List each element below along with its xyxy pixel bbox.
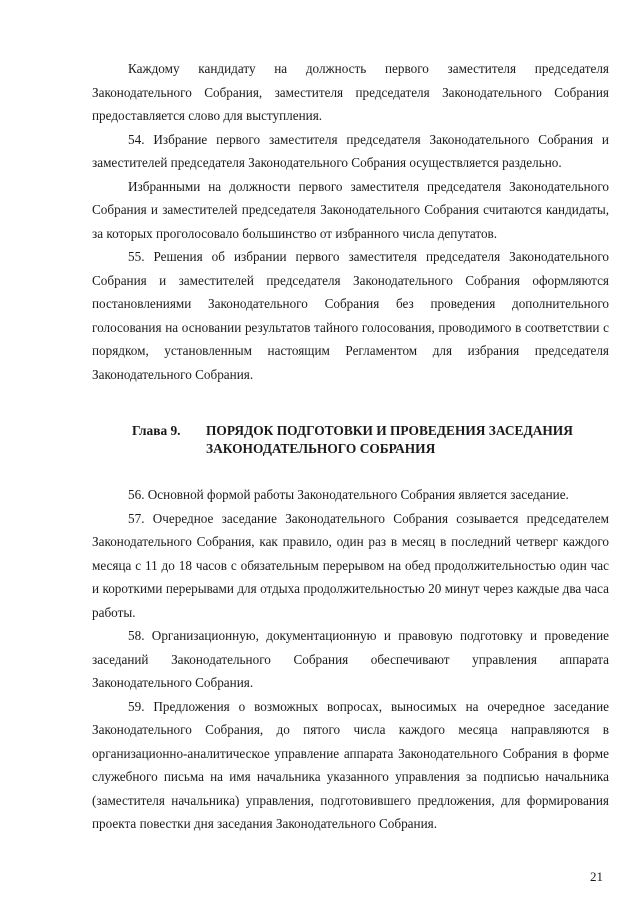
chapter-title: ПОРЯДОК ПОДГОТОВКИ И ПРОВЕДЕНИЯ ЗАСЕДАНИЯ ЗАКОНОДАТЕЛЬНОГО СОБРАНИЯ (206, 423, 573, 456)
paragraph-59: 59. Предложения о возможных вопросах, выносимых на очередное заседание Законодательного Собрания, до пятого числа каждого месяца направляются в организационно-аналитическое управление аппарата Законодательного Собрания в форме служебного письма на имя начальника указанного управления за подписью начальника (заместителя начальника) управления, подготовившего предложения, для формирования проекта повестки дня заседания Законодательного Собрания. (92, 698, 609, 831)
paragraph-55: 55. Решения об избрании первого заместителя председателя Законодательного Собрания и заместителей председателя Законодательного Собрания оформляются постановлениями Законодательного Собрания без проведения дополнительного голосования на основании результатов тайного голосования, проводимого в соответствии с порядком, установленным настоящим Регламентом для избрания председателя Законодательного Собрания. (92, 249, 609, 382)
paragraph: Избранными на должности первого заместителя председателя Законодательного Собрания и заместителей председателя Законодательного Собрания считаются кандидаты, за которых проголосовало большинство от избранного числа депутатов. (92, 178, 609, 241)
paragraph-58: 58. Организационную, документационную и правовую подготовку и проведение заседаний Законодательного Собрания обеспечивают управления аппарата Законодательного Собрания. (92, 628, 609, 690)
page-number: 21 (590, 869, 603, 884)
paragraph: Каждому кандидату на должность первого заместителя председателя Законодательного Собрания, заместителя председателя Законодательного Собрания предоставляется слово для выступления. (92, 61, 609, 123)
paragraph-57: 57. Очередное заседание Законодательного Собрания созывается председателем Законодательного Собрания, как правило, один раз в месяц в последний четверг каждого месяца с 11 до 18 часов с обязательным перерывом на обед продолжительностью один час и короткими перерывами для отдыха продолжительностью 20 минут через каждые два часа работы. (92, 510, 609, 620)
paragraph-56: 56. Основной формой работы Законодательного Собрания является заседание. (128, 487, 569, 502)
paragraph-54: 54. Избрание первого заместителя председателя Законодательного Собрания и заместителей председателя Законодательного Собрания осуществляется раздельно. (92, 131, 609, 170)
text-block-bottom (92, 483, 609, 836)
text-block-top (92, 57, 609, 386)
chapter-label: Глава 9. (132, 423, 181, 438)
